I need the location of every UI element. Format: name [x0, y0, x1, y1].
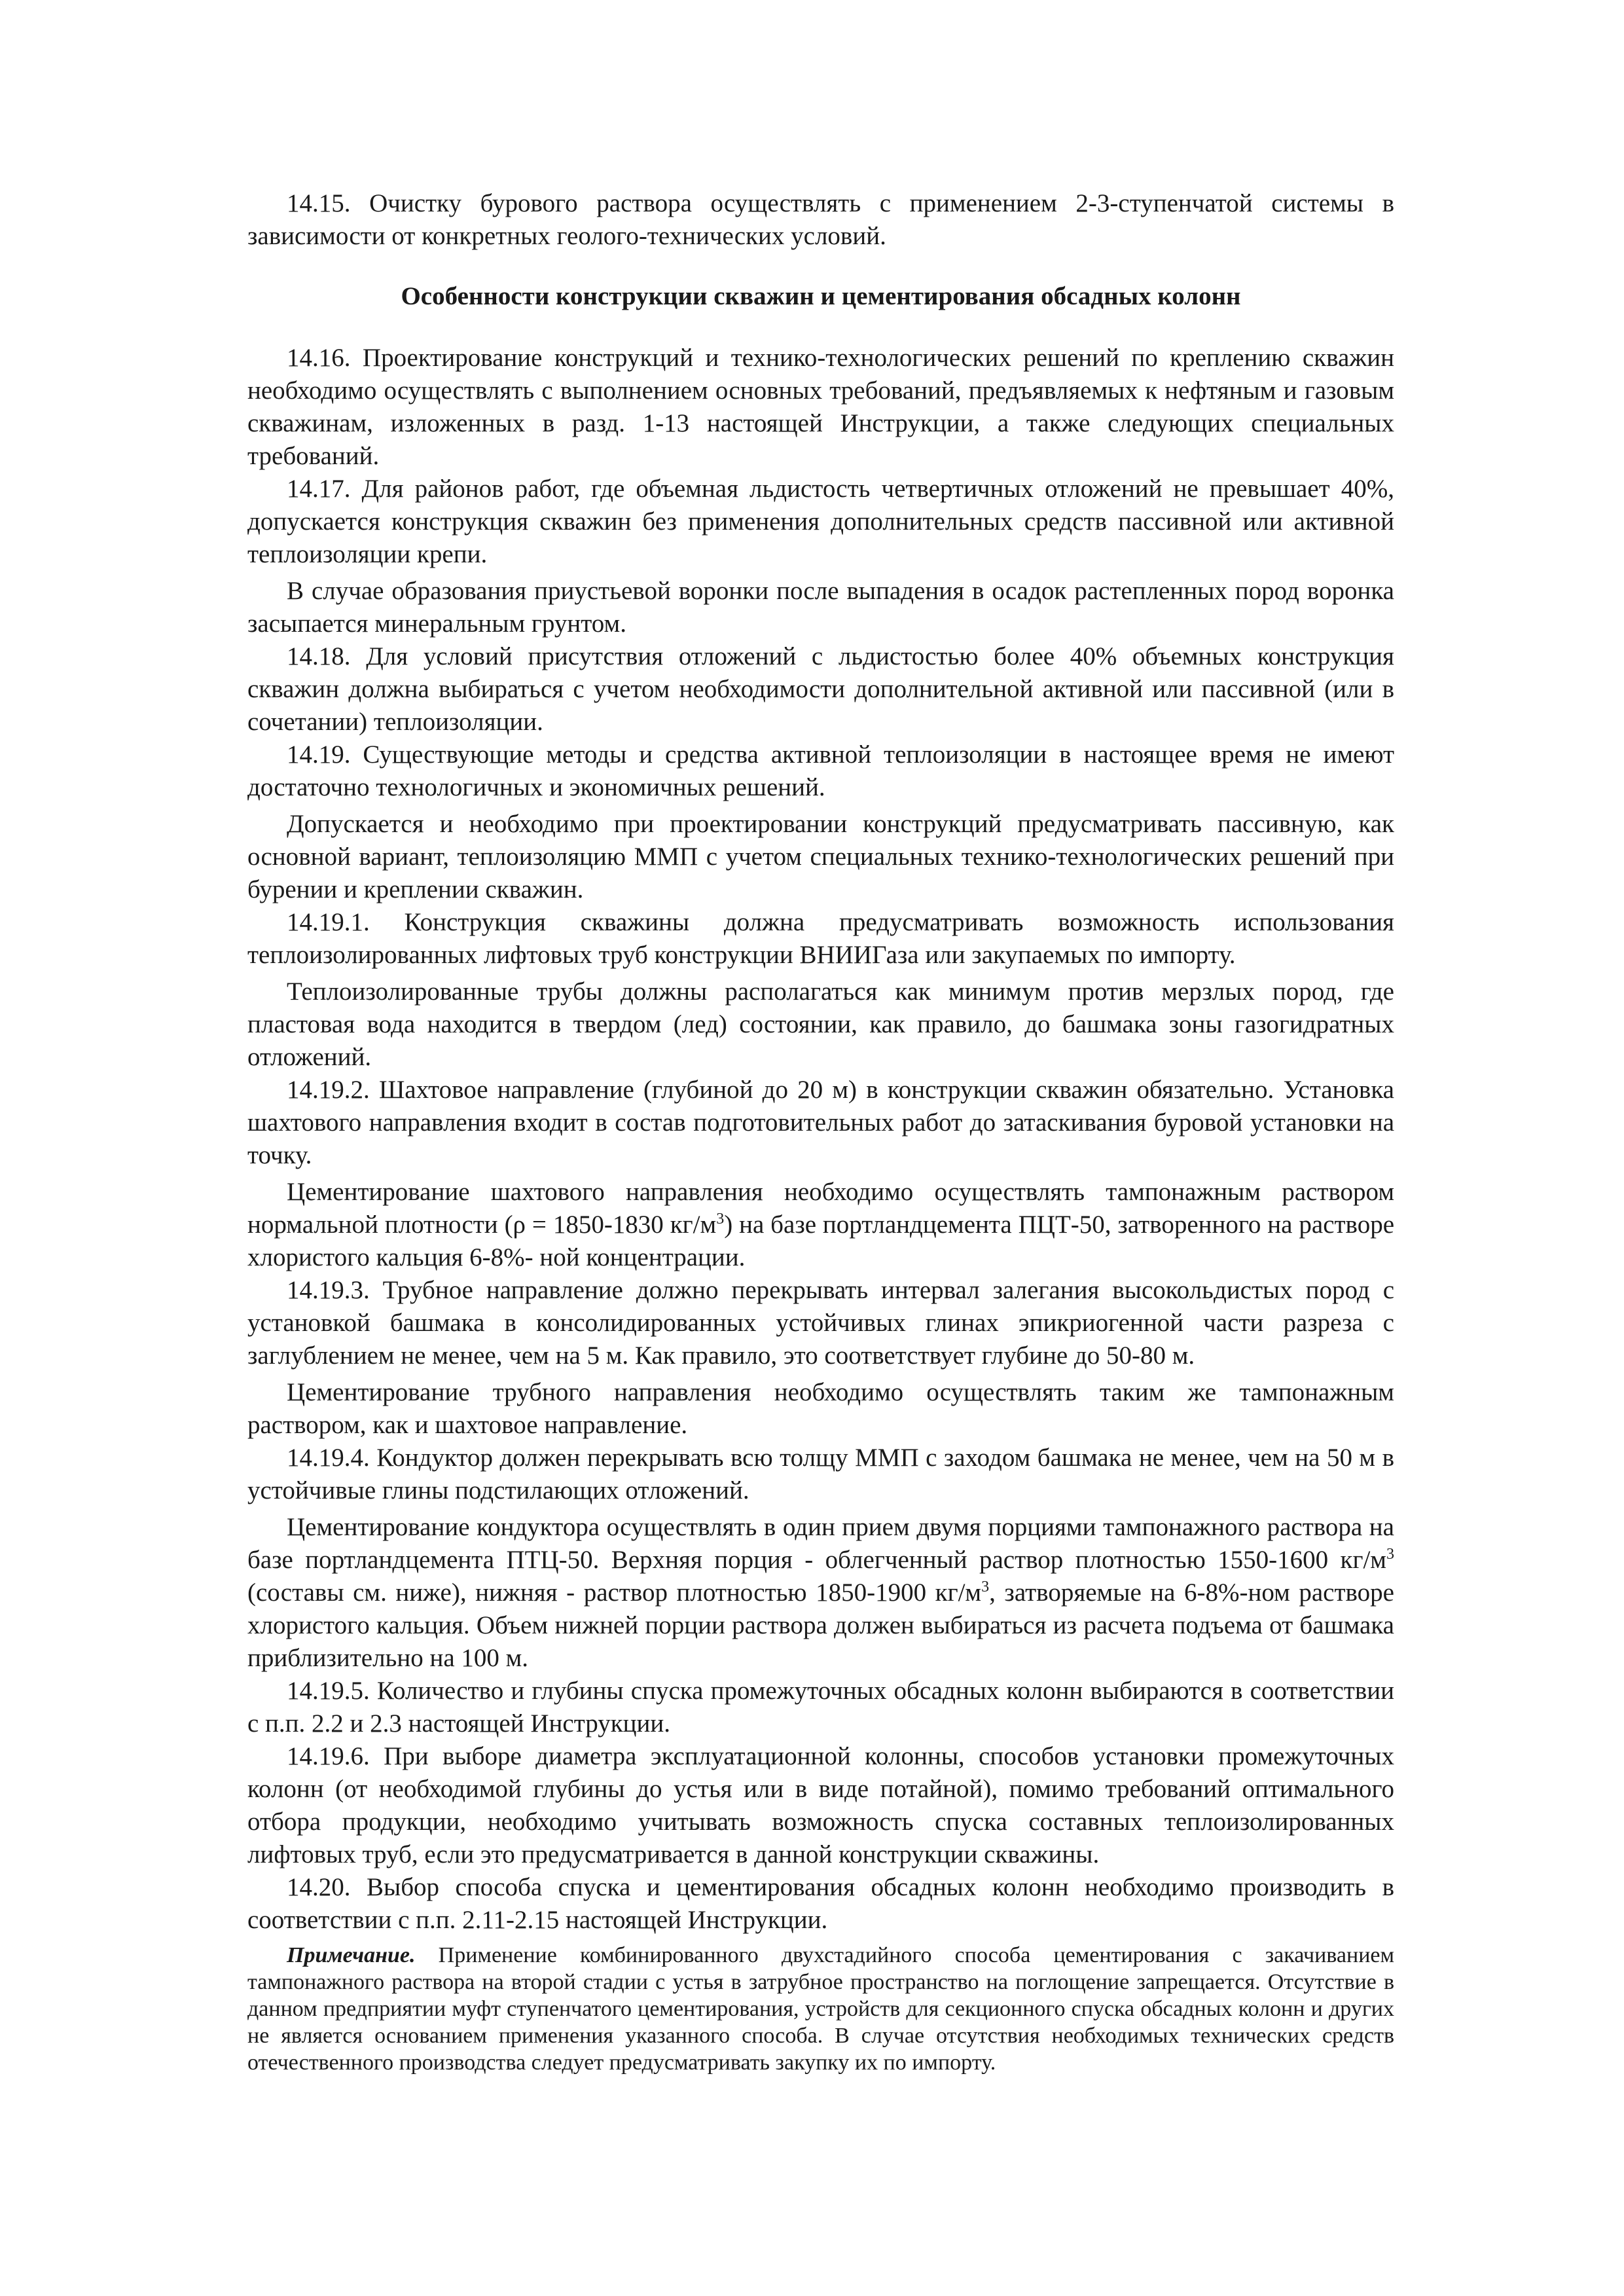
paragraph-14-19-continued: Допускается и необходимо при проектировании конструкций предусматривать пассивную, как основной вариант, теплоизоляцию ММП с учетом специальных технико-технологических решений при бурении и креплении скважин. — [247, 810, 1394, 903]
superscript: 3 — [716, 1211, 725, 1228]
superscript: 3 — [1386, 1546, 1394, 1563]
paragraph-14-16: 14.16. Проектирование конструкций и технико-технологических решений по креплению скважин необходимо осуществлять с выполнением основных требований, предъявляемых к нефтяным и газовым скважинам, изложенных в разд. 1-13 настоящей Инструкции, а также следующих специальных требований. — [247, 344, 1394, 470]
paragraph-14-19-5: 14.19.5. Количество и глубины спуска промежуточных обсадных колонн выбираются в соответствии с п.п. 2.2 и 2.3 настоящей Инструкции. — [247, 1677, 1394, 1738]
paragraph-14-20: 14.20. Выбор способа спуска и цементирования обсадных колонн необходимо производить в соответствии с п.п. 2.11-2.15 настоящей Инструкции. — [247, 1873, 1394, 1934]
text-run: ) на базе портландцемента ПЦТ-50, затворенного на растворе хлористого кальция 6-8%- ной концентрации. — [247, 1211, 1395, 1271]
paragraph-14-19-4-continued — [247, 1511, 1394, 1675]
paragraph-14-19-1: 14.19.1. Конструкция скважины должна предусматривать возможность использования теплоизолированных лифтовых труб конструкции ВНИИГаза или закупаемых по импорту. — [247, 908, 1394, 969]
text-run: (составы см. ниже), нижняя - раствор плотностью 1850-1900 кг/м — [247, 1578, 982, 1607]
paragraph-14-19-3: 14.19.3. Трубное направление должно перекрывать интервал залегания высокольдистых пород с установкой башмака в консолидированных устойчивых глинах эпикриогенной части разреза с заглублением не менее, чем на 5 м. Как правило, это соответствует глубине до 50-80 м. — [247, 1276, 1394, 1370]
text-run: , затворяемые на 6-8%-ном растворе хлористого кальция. Объем нижней порции раствора должен выбираться из расчета подъема от башмака приблизительно на 100 м. — [247, 1578, 1394, 1672]
text-run: Цементирование кондуктора осуществлять в один прием двумя порциями тампонажного раствора на базе портландцемента ПТЦ-50. Верхняя порция - облегченный раствор плотностью 1550-1600 кг/м — [247, 1513, 1394, 1574]
paragraph-14-19-2: 14.19.2. Шахтовое направление (глубиной до 20 м) в конструкции скважин обязательно. Установка шахтового направления входит в состав подготовительных работ до затаскивания буровой установки на точку. — [247, 1076, 1394, 1169]
paragraph-14-19-4: 14.19.4. Кондуктор должен перекрывать всю толщу ММП с заходом башмака не менее, чем на 50 м в устойчивые глины подстилающих отложений. — [247, 1444, 1394, 1504]
note-label: Примечание. — [287, 1943, 416, 1967]
document-page — [247, 187, 1394, 2076]
paragraph-14-17-continued: В случае образования приустьевой воронки после выпадения в осадок растепленных пород воронка засыпается минеральным грунтом. — [247, 577, 1394, 638]
paragraph-14-19-2-continued — [247, 1176, 1394, 1274]
paragraph-14-19-6: 14.19.6. При выборе диаметра эксплуатационной колонны, способов установки промежуточных колонн (от необходимой глубины до устья или в виде потайной), помимо требований оптимального отбора продукции, необходимо учитывать возможность спуска составных теплоизолированных лифтовых труб, если это предусматривается в данной конструкции скважины. — [247, 1742, 1394, 1868]
paragraph-14-19-1-continued: Теплоизолированные трубы должны располагаться как минимум против мерзлых пород, где пластовая вода находится в твердом (лед) состоянии, как правило, до башмака зоны газогидратных отложений. — [247, 977, 1394, 1071]
paragraph-14-18: 14.18. Для условий присутствия отложений с льдистостью более 40% объемных конструкция скважин должна выбираться с учетом необходимости дополнительной активной или пассивной (или в сочетании) теплоизоляции. — [247, 642, 1394, 736]
paragraph-14-19-3-continued: Цементирование трубного направления необходимо осуществлять таким же тампонажным раствором, как и шахтовое направление. — [247, 1378, 1394, 1439]
superscript: 3 — [981, 1578, 990, 1595]
section-title: Особенности конструкции скважин и цементирования обсадных колонн — [401, 282, 1241, 310]
note-block — [247, 1942, 1394, 2076]
paragraph-14-17: 14.17. Для районов работ, где объемная льдистость четвертичных отложений не превышает 40%, допускается конструкция скважин без применения дополнительных средств пассивной или активной теплоизоляции крепи. — [247, 475, 1394, 568]
paragraph-14-19: 14.19. Существующие методы и средства активной теплоизоляции в настоящее время не имеют достаточно технологичных и экономичных решений. — [247, 740, 1394, 801]
paragraph-14-15: 14.15. Очистку бурового раствора осуществлять с применением 2-3-ступенчатой системы в зависимости от конкретных геолого-технических условий. — [247, 189, 1394, 250]
note-text: Применение комбинированного двухстадийного способа цементирования с закачиванием тампонажного раствора на второй стадии с устья в затрубное пространство на поглощение запрещается. Отсутствие в данном предприятии муфт ступенчатого цементирования, устройств для секционного спуска обсадных колонн и других не является основанием применения указанного способа. В случае отсутствия необходимых технических средств отечественного производства следует предусматривать закупку их по импорту. — [247, 1943, 1394, 2075]
text-run: Цементирование шахтового направления необходимо осуществлять тампонажным раствором нормальной плотности (ρ = 1850-1830 кг/м — [247, 1178, 1394, 1239]
